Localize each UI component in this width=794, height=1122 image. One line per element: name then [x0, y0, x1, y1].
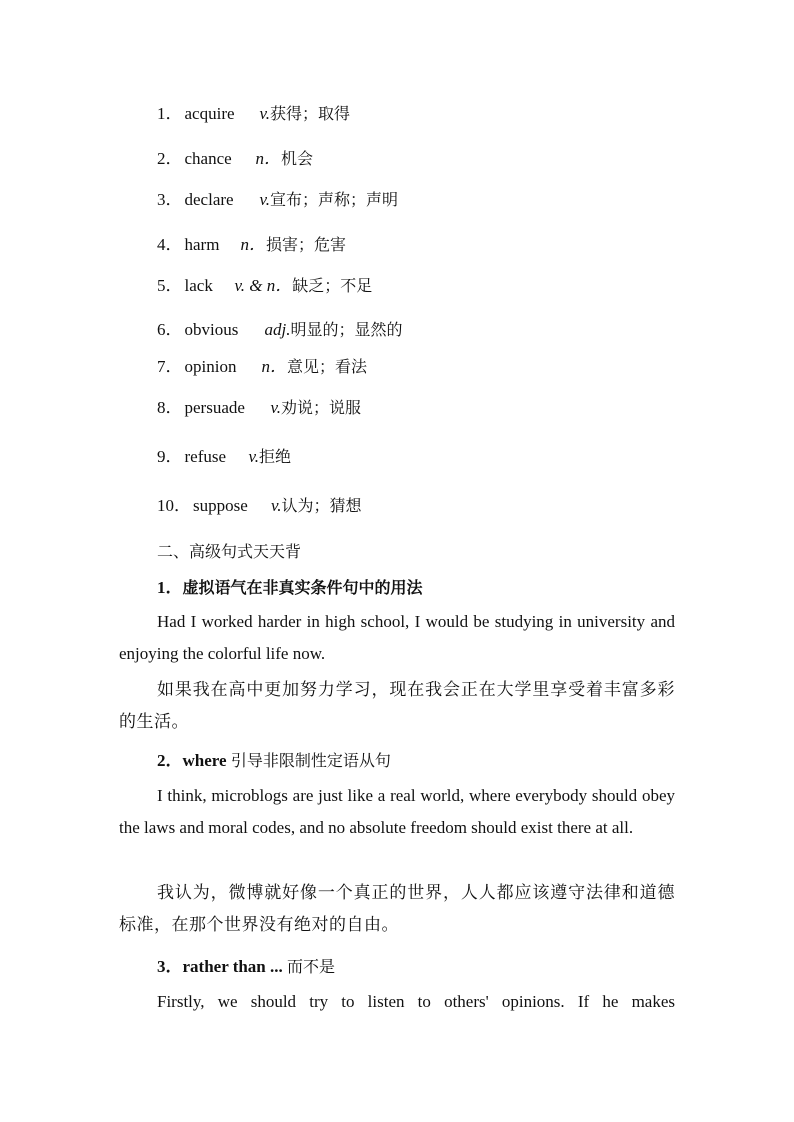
pattern-example-cn-2 [119, 877, 675, 941]
vocab-word: acquire [184, 104, 235, 123]
pattern-example-en-2 [119, 780, 675, 844]
vocab-number: 10． [157, 496, 191, 515]
vocab-meaning: 宣布；声称；声明 [270, 190, 399, 209]
vocab-meaning: 明显的；显然的 [290, 320, 403, 339]
vocab-number: 2． [157, 149, 183, 168]
pattern-title-cn: 而不是 [287, 957, 336, 976]
pattern-title-en: where [182, 751, 227, 770]
pattern-title-3 [157, 956, 335, 978]
pattern-title-cn: 引导非限制性定语从句 [230, 751, 391, 770]
vocab-part-of-speech: n． [240, 235, 266, 254]
pattern-example-cn-1 [119, 674, 675, 738]
pattern-example-en-3 [119, 986, 675, 1018]
vocab-number: 9． [157, 447, 183, 466]
pattern-number: 1． [157, 578, 183, 597]
vocab-word: chance [184, 149, 232, 168]
vocab-number: 7． [157, 357, 183, 376]
vocab-number: 6． [157, 320, 183, 339]
vocab-meaning: 机会 [281, 149, 314, 168]
vocab-part-of-speech: n． [261, 357, 287, 376]
example-translation: 如果我在高中更加努力学习，现在我会正在大学里享受着丰富多彩的生活。 [119, 680, 675, 732]
vocab-meaning: 获得；取得 [270, 104, 351, 123]
vocab-meaning: 意见；看法 [287, 357, 368, 376]
vocab-part-of-speech: n． [255, 149, 281, 168]
vocab-number: 1． [157, 104, 183, 123]
vocab-part-of-speech: v. [248, 447, 260, 466]
vocab-number: 4． [157, 235, 183, 254]
vocab-meaning: 劝说；说服 [281, 398, 362, 417]
section-heading: 二、高级句式天天背 [157, 542, 302, 561]
vocab-word: refuse [184, 447, 227, 466]
vocab-part-of-speech: adj. [264, 320, 291, 339]
vocab-word: suppose [193, 496, 248, 515]
vocab-meaning: 缺乏；不足 [292, 276, 373, 295]
vocab-meaning: 拒绝 [259, 447, 292, 466]
vocab-number: 3． [157, 190, 183, 209]
vocab-word: obvious [184, 320, 239, 339]
vocab-meaning: 损害；危害 [266, 235, 347, 254]
vocab-part-of-speech: v. & n． [234, 276, 293, 295]
vocab-part-of-speech: v. [259, 104, 271, 123]
vocab-item-10 [157, 495, 362, 517]
pattern-number: 3． [157, 957, 183, 976]
vocab-part-of-speech: v. [259, 190, 271, 209]
vocab-meaning: 认为；猜想 [281, 496, 362, 515]
vocab-part-of-speech: v. [271, 496, 282, 515]
vocab-item-2 [157, 148, 313, 170]
example-sentence: I think, microblogs are just like a real world, where everybody should obey the laws and moral codes, and no absolute freedom should exist there at all. [119, 786, 675, 837]
vocab-word: harm [184, 235, 220, 254]
vocab-item-6 [157, 319, 403, 341]
vocab-item-7 [157, 356, 367, 378]
vocab-word: opinion [184, 357, 237, 376]
example-sentence: Firstly, we should try to listen to others' opinions. If he makes [157, 992, 675, 1011]
pattern-example-en-1 [119, 606, 675, 670]
vocab-item-8 [157, 397, 361, 419]
pattern-number: 2． [157, 751, 183, 770]
vocab-word: declare [184, 190, 234, 209]
vocab-number: 8． [157, 398, 183, 417]
vocab-word: persuade [184, 398, 245, 417]
pattern-title-en: rather than ... [182, 957, 283, 976]
example-sentence: Had I worked harder in high school, I would be studying in university and enjoying the colorful life now. [119, 612, 675, 663]
vocab-item-1 [157, 103, 350, 125]
vocab-number: 5． [157, 276, 183, 295]
pattern-title-1 [157, 577, 423, 599]
vocab-item-5 [157, 275, 372, 297]
pattern-title-2 [157, 750, 391, 772]
example-translation: 我认为，微博就好像一个真正的世界，人人都应该遵守法律和道德标准，在那个世界没有绝对的自由。 [119, 883, 675, 935]
vocab-word: lack [184, 276, 213, 295]
pattern-title-cn: 虚拟语气在非真实条件句中的用法 [182, 578, 423, 597]
vocab-item-3 [157, 189, 398, 211]
vocab-part-of-speech: v. [270, 398, 282, 417]
vocab-item-9 [157, 446, 291, 468]
vocab-item-4 [157, 234, 346, 256]
